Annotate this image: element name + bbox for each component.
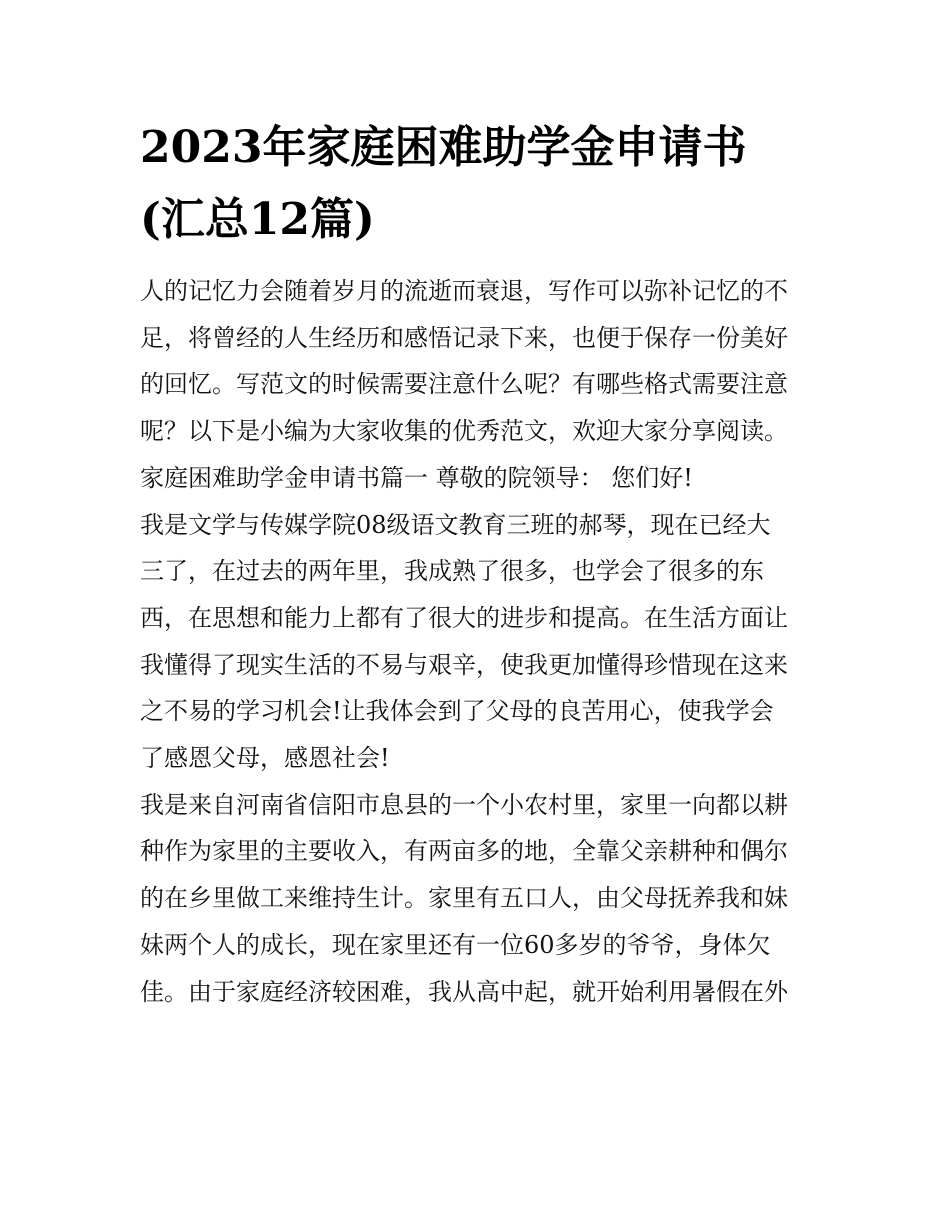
text-line: 了感恩父母，感恩社会! — [140, 744, 390, 773]
section-heading-paragraph — [140, 455, 815, 502]
text-line: 家庭困难助学金申请书篇一 尊敬的院领导： 您们好! — [140, 463, 693, 492]
document-content — [140, 112, 815, 1015]
text-line: 妹两个人的成长，现在家里还有一位60多岁的爷爷，身体欠 — [140, 930, 771, 959]
text-line: 人的记忆力会随着岁月的流逝而衰退，写作可以弥补记忆的不 — [140, 277, 788, 305]
text-line: 种作为家里的主要收入，有两亩多的地，全靠父亲耕种和偶尔 — [140, 837, 788, 866]
document-title — [140, 112, 815, 256]
text-line: 我懂得了现实生活的不易与艰辛，使我更加懂得珍惜现在这来 — [140, 650, 788, 679]
text-line: 之不易的学习机会!让我体会到了父母的良苦用心，使我学会 — [140, 697, 774, 726]
text-line: 的回忆。写范文的时候需要注意什么呢？有哪些格式需要注意 — [140, 370, 788, 399]
title-line: (汇总12篇) — [140, 194, 375, 245]
body-paragraph — [140, 502, 815, 782]
text-line: 我是文学与传媒学院08级语文教育三班的郝琴，现在已经大 — [140, 510, 771, 539]
intro-paragraph — [140, 268, 815, 455]
text-line: 呢？以下是小编为大家收集的优秀范文，欢迎大家分享阅读。 — [140, 417, 788, 446]
title-line: 2023年家庭困难助学金申请书 — [140, 122, 747, 173]
text-line: 三了，在过去的两年里，我成熟了很多，也学会了很多的东 — [140, 557, 764, 586]
text-line: 的在乡里做工来维持生计。家里有五口人，由父母抚养我和妹 — [140, 884, 788, 913]
document-body — [140, 268, 815, 1015]
text-line: 佳。由于家庭经济较困难，我从高中起，就开始利用暑假在外 — [140, 977, 788, 1006]
body-paragraph — [140, 782, 815, 1016]
text-line: 我是来自河南省信阳市息县的一个小农村里，家里一向都以耕 — [140, 790, 788, 819]
text-line: 足，将曾经的人生经历和感悟记录下来，也便于保存一份美好 — [140, 323, 788, 352]
text-line: 西，在思想和能力上都有了很大的进步和提高。在生活方面让 — [140, 603, 788, 632]
